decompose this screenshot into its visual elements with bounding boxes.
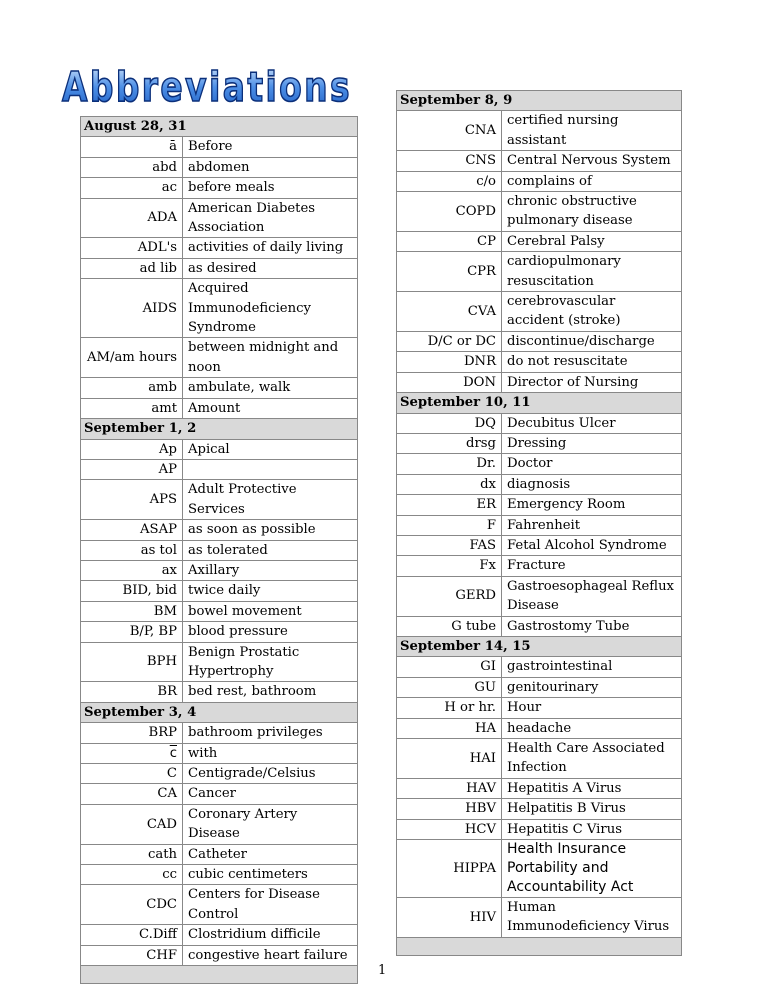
abbreviation-cell: $\overline{c}$ — [81, 743, 183, 763]
table-row — [397, 718, 682, 738]
section-header — [81, 117, 358, 137]
table-row — [81, 198, 358, 238]
table-row — [397, 413, 682, 433]
table-row — [81, 560, 358, 580]
abbreviation-cell: BRP — [81, 723, 183, 743]
table-row — [397, 171, 682, 191]
definition-cell: Human Immunodeficiency Virus — [502, 898, 682, 938]
abbreviation-cell: Ap — [81, 439, 183, 459]
table-row — [397, 372, 682, 392]
abbreviation-cell: CNS — [397, 151, 502, 171]
abbreviation-cell: DON — [397, 372, 502, 392]
definition-cell: cerebrovascular accident (stroke) — [502, 292, 682, 332]
definition-cell: Dressing — [502, 433, 682, 453]
definition-cell: before meals — [183, 178, 358, 198]
definition-cell: Centigrade/Celsius — [183, 764, 358, 784]
abbreviation-cell: CP — [397, 231, 502, 251]
abbreviation-cell: Dr. — [397, 454, 502, 474]
abbreviation-cell: ad lib — [81, 258, 183, 278]
table-row — [397, 535, 682, 555]
abbreviation-cell: ADL's — [81, 238, 183, 258]
abbreviation-cell: CA — [81, 784, 183, 804]
definition-cell: bowel movement — [183, 601, 358, 621]
table-row — [81, 844, 358, 864]
definition-cell: diagnosis — [502, 474, 682, 494]
table-row — [397, 515, 682, 535]
table-row — [397, 898, 682, 938]
definition-cell: Fracture — [502, 556, 682, 576]
abbreviation-cell: ac — [81, 178, 183, 198]
table-row — [81, 642, 358, 682]
definition-cell: Before — [183, 137, 358, 157]
table-row — [397, 739, 682, 779]
table-row — [397, 677, 682, 697]
definition-cell: Adult Protective Services — [183, 480, 358, 520]
table-row — [397, 657, 682, 677]
definition-cell: Clostridium difficile — [183, 925, 358, 945]
table-row — [397, 151, 682, 171]
table-row — [81, 804, 358, 844]
abbreviation-cell: GI — [397, 657, 502, 677]
abbreviation-cell: DNR — [397, 352, 502, 372]
abbreviation-cell: HIV — [397, 898, 502, 938]
definition-cell: chronic obstructive pulmonary disease — [502, 192, 682, 232]
definition-cell: congestive heart failure — [183, 945, 358, 965]
section-header — [397, 636, 682, 656]
abbreviation-cell: H or hr. — [397, 698, 502, 718]
abbreviation-cell: cc — [81, 865, 183, 885]
table-footer-row — [81, 966, 358, 984]
abbreviation-cell: amb — [81, 378, 183, 398]
definition-cell: Cancer — [183, 784, 358, 804]
abbreviation-cell: HAI — [397, 739, 502, 779]
table-row — [81, 178, 358, 198]
definition-cell: Hour — [502, 698, 682, 718]
section-heading: September 8, 9 — [397, 91, 682, 111]
page-number: 1 — [378, 963, 387, 978]
table-row — [397, 454, 682, 474]
table-row — [81, 238, 358, 258]
page-title-text: Abbreviations — [62, 63, 352, 111]
table-row — [81, 338, 358, 378]
table-row — [81, 459, 358, 479]
definition-cell: American Diabetes Association — [183, 198, 358, 238]
abbreviation-cell: ADA — [81, 198, 183, 238]
table-row — [81, 945, 358, 965]
definition-cell: blood pressure — [183, 622, 358, 642]
abbreviation-cell: drsg — [397, 433, 502, 453]
table-row — [81, 279, 358, 338]
section-heading: September 3, 4 — [81, 702, 358, 722]
abbreviation-cell: CNA — [397, 111, 502, 151]
abbreviation-cell: CAD — [81, 804, 183, 844]
abbreviation-cell: GU — [397, 677, 502, 697]
table-row — [81, 480, 358, 520]
abbreviation-cell: as tol — [81, 540, 183, 560]
definition-cell: Fetal Alcohol Syndrome — [502, 535, 682, 555]
abbreviation-cell: AP — [81, 459, 183, 479]
abbreviation-cell: CPR — [397, 252, 502, 292]
definition-cell: Fahrenheit — [502, 515, 682, 535]
definition-cell: Hepatitis A Virus — [502, 778, 682, 798]
abbreviation-cell: HA — [397, 718, 502, 738]
definition-cell: with — [183, 743, 358, 763]
table-footer-row — [397, 937, 682, 955]
table-row — [397, 799, 682, 819]
abbreviation-cell: dx — [397, 474, 502, 494]
abbreviation-cell: B/P, BP — [81, 622, 183, 642]
abbreviation-cell: AM/am hours — [81, 338, 183, 378]
abbreviation-cell: Fx — [397, 556, 502, 576]
definition-cell: complains of — [502, 171, 682, 191]
definition-cell: between midnight and noon — [183, 338, 358, 378]
table-row — [397, 331, 682, 351]
table-row — [397, 819, 682, 839]
definition-cell: as soon as possible — [183, 520, 358, 540]
section-header — [81, 419, 358, 439]
definition-cell: Centers for Disease Control — [183, 885, 358, 925]
definition-cell: Helpatitis B Virus — [502, 799, 682, 819]
section-header — [397, 91, 682, 111]
abbreviation-cell: HBV — [397, 799, 502, 819]
table-row — [81, 258, 358, 278]
table-row — [397, 352, 682, 372]
definition-cell: Health Care Associated Infection — [502, 739, 682, 779]
abbreviation-cell: F — [397, 515, 502, 535]
definition-cell: ambulate, walk — [183, 378, 358, 398]
definition-cell: gastrointestinal — [502, 657, 682, 677]
abbreviation-cell: HIPPA — [397, 840, 502, 898]
table-row — [397, 556, 682, 576]
abbreviation-cell: ā — [81, 137, 183, 157]
definition-cell: Catheter — [183, 844, 358, 864]
definition-cell: do not resuscitate — [502, 352, 682, 372]
definition-cell: as tolerated — [183, 540, 358, 560]
definition-cell: genitourinary — [502, 677, 682, 697]
table-row — [397, 231, 682, 251]
abbreviations-table-right — [396, 90, 682, 956]
definition-cell: Gastrostomy Tube — [502, 616, 682, 636]
abbreviation-cell: ER — [397, 495, 502, 515]
definition-cell: Decubitus Ulcer — [502, 413, 682, 433]
definition-cell: Gastroesophageal Reflux Disease — [502, 576, 682, 616]
table-row — [81, 137, 358, 157]
table-row — [81, 520, 358, 540]
abbreviation-cell: C.Diff — [81, 925, 183, 945]
definition-cell: cubic centimeters — [183, 865, 358, 885]
abbreviation-cell: BR — [81, 682, 183, 702]
table-row — [81, 723, 358, 743]
definition-cell: Emergency Room — [502, 495, 682, 515]
abbreviation-cell: COPD — [397, 192, 502, 232]
section-heading: September 1, 2 — [81, 419, 358, 439]
section-heading: August 28, 31 — [81, 117, 358, 137]
definition-cell: Health Insurance Portability and Accountability Act — [502, 840, 682, 898]
section-heading: September 14, 15 — [397, 636, 682, 656]
definition-cell: bathroom privileges — [183, 723, 358, 743]
table-row — [81, 157, 358, 177]
table-row — [81, 540, 358, 560]
table-row — [397, 616, 682, 636]
abbreviation-cell: abd — [81, 157, 183, 177]
abbreviation-cell: CDC — [81, 885, 183, 925]
table-row — [81, 764, 358, 784]
table-row — [81, 682, 358, 702]
abbreviation-cell: G tube — [397, 616, 502, 636]
table-row — [81, 398, 358, 418]
abbreviation-cell: BID, bid — [81, 581, 183, 601]
abbreviation-cell: GERD — [397, 576, 502, 616]
abbreviations-table-left — [80, 116, 358, 984]
table-row — [397, 292, 682, 332]
section-heading: September 10, 11 — [397, 393, 682, 413]
definition-cell: cardiopulmonary resuscitation — [502, 252, 682, 292]
table-row — [397, 576, 682, 616]
table-row — [81, 581, 358, 601]
abbreviation-cell: D/C or DC — [397, 331, 502, 351]
abbreviation-cell: HAV — [397, 778, 502, 798]
table-row — [397, 433, 682, 453]
table-row — [81, 439, 358, 459]
abbreviation-cell: CHF — [81, 945, 183, 965]
definition-cell: as desired — [183, 258, 358, 278]
abbreviation-cell: BPH — [81, 642, 183, 682]
table-row — [397, 778, 682, 798]
definition-cell: certified nursing assistant — [502, 111, 682, 151]
table-row — [81, 378, 358, 398]
section-header — [397, 393, 682, 413]
abbreviation-cell: C — [81, 764, 183, 784]
definition-cell: Coronary Artery Disease — [183, 804, 358, 844]
definition-cell: activities of daily living — [183, 238, 358, 258]
definition-cell: abdomen — [183, 157, 358, 177]
definition-cell: Benign Prostatic Hypertrophy — [183, 642, 358, 682]
definition-cell: Central Nervous System — [502, 151, 682, 171]
table-row — [397, 698, 682, 718]
abbreviation-cell: APS — [81, 480, 183, 520]
definition-cell: bed rest, bathroom — [183, 682, 358, 702]
definition-cell: discontinue/discharge — [502, 331, 682, 351]
table-row — [397, 495, 682, 515]
abbreviation-cell: ax — [81, 560, 183, 580]
abbreviation-cell: c/o — [397, 171, 502, 191]
abbreviation-cell: BM — [81, 601, 183, 621]
table-row — [81, 601, 358, 621]
definition-cell: Cerebral Palsy — [502, 231, 682, 251]
abbreviation-cell: cath — [81, 844, 183, 864]
abbreviation-cell: CVA — [397, 292, 502, 332]
abbreviation-cell: FAS — [397, 535, 502, 555]
table-row — [81, 925, 358, 945]
table-row — [397, 840, 682, 898]
definition-cell: Director of Nursing — [502, 372, 682, 392]
table-row — [397, 192, 682, 232]
definition-cell: Axillary — [183, 560, 358, 580]
definition-cell — [183, 459, 358, 479]
abbreviation-cell: ASAP — [81, 520, 183, 540]
abbreviation-cell: amt — [81, 398, 183, 418]
table-row — [397, 474, 682, 494]
table-row — [81, 784, 358, 804]
definition-cell: Acquired Immunodeficiency Syndrome — [183, 279, 358, 338]
definition-cell: Hepatitis C Virus — [502, 819, 682, 839]
table-row — [81, 865, 358, 885]
table-row — [397, 252, 682, 292]
table-row — [81, 885, 358, 925]
section-header — [81, 702, 358, 722]
table-row — [397, 111, 682, 151]
abbreviation-cell: AIDS — [81, 279, 183, 338]
abbreviation-cell: HCV — [397, 819, 502, 839]
table-row — [81, 622, 358, 642]
definition-cell: headache — [502, 718, 682, 738]
table-row — [81, 743, 358, 763]
abbreviation-cell: DQ — [397, 413, 502, 433]
definition-cell: Amount — [183, 398, 358, 418]
definition-cell: twice daily — [183, 581, 358, 601]
page-title — [60, 55, 360, 117]
definition-cell: Doctor — [502, 454, 682, 474]
definition-cell: Apical — [183, 439, 358, 459]
